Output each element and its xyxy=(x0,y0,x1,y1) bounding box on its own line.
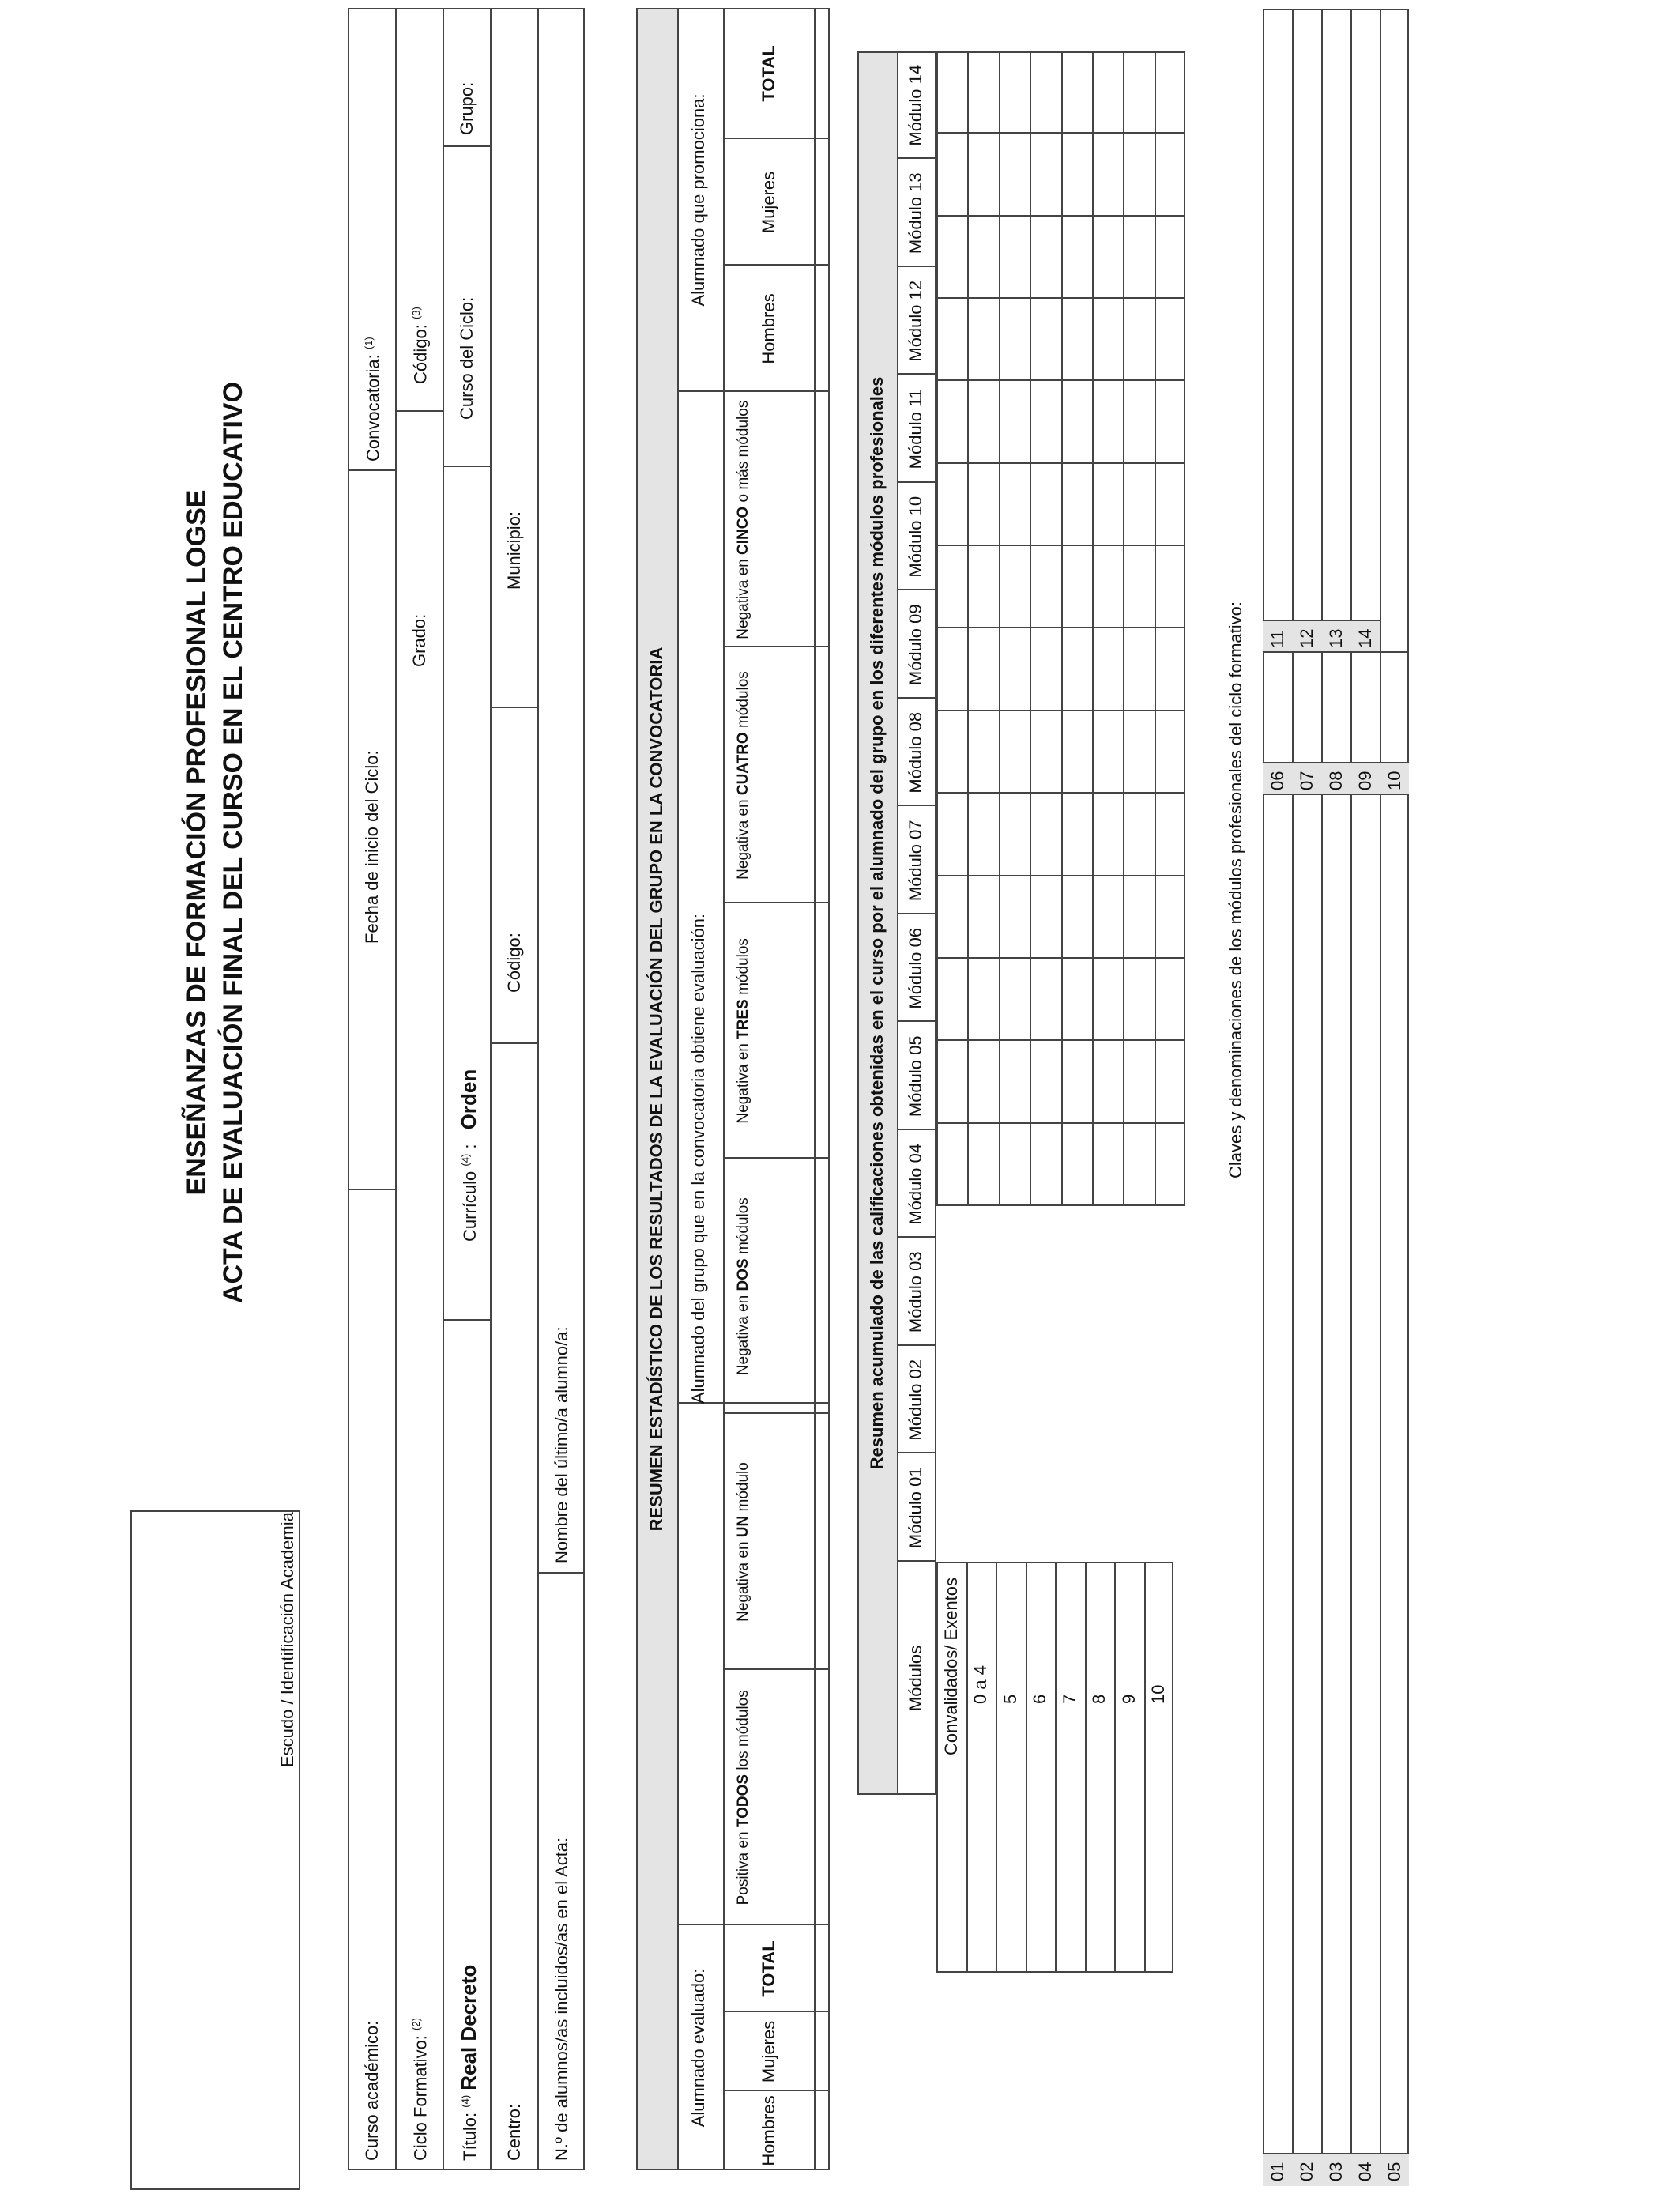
grupo-label: Grupo: xyxy=(457,81,477,135)
claves-grid xyxy=(1263,9,1409,2186)
row-label-4: 6 xyxy=(1030,1694,1050,1704)
clave-code-04: 04 xyxy=(1354,2162,1375,2181)
module-header-04: Módulo 04 xyxy=(906,1143,925,1225)
module-header-14: Módulo 14 xyxy=(906,64,925,146)
evaluado-mujeres: Mujeres xyxy=(759,2020,778,2083)
module-header-07: Módulo 07 xyxy=(906,820,925,902)
title-line-2: ACTA DE EVALUACIÓN FINAL DEL CURSO EN EL CENTRO EDUCATIVO xyxy=(218,381,248,1304)
clave-code-05: 05 xyxy=(1384,2162,1404,2181)
promociona-hombres: Hombres xyxy=(759,293,778,364)
curso-ciclo-label: Curso del Ciclo: xyxy=(457,296,477,420)
module-header-08: Módulo 08 xyxy=(906,711,925,794)
resumen-title: RESUMEN ESTADÍSTICO DE LOS RESULTADOS DE LA EVALUACIÓN DEL GRUPO EN LA CONVOCATORIA xyxy=(646,647,666,1532)
module-header-03: Módulo 03 xyxy=(906,1251,925,1333)
clave-code-06: 06 xyxy=(1267,771,1287,790)
clave-code-14: 14 xyxy=(1354,628,1375,648)
clave-code-08: 08 xyxy=(1325,771,1346,790)
module-header-02: Módulo 02 xyxy=(906,1359,925,1441)
clave-code-02: 02 xyxy=(1296,2162,1317,2181)
module-header-01: Módulo 01 xyxy=(906,1467,925,1549)
ultimo-alumno-label: Nombre del último/a alumno/a: xyxy=(552,1326,571,1563)
modulos-label: Módulos xyxy=(906,1645,925,1712)
evaluado-hombres: Hombres xyxy=(759,2095,778,2166)
category-3-label: Negativa en DOS módulos xyxy=(735,1197,751,1376)
row-label-1: Convalidados/ Exentos xyxy=(940,1577,961,1755)
municipio-label: Municipio: xyxy=(504,511,524,590)
category-5-label: Negativa en CUATRO módulos xyxy=(735,671,751,880)
num-alumnos-label: N.º de alumnos/as incluidos/as en el Acta: xyxy=(552,1837,571,2161)
module-header-09: Módulo 09 xyxy=(906,604,925,686)
promociona-mujeres: Mujeres xyxy=(759,171,778,234)
clave-code-07: 07 xyxy=(1296,771,1317,790)
module-header-06: Módulo 06 xyxy=(906,927,925,1009)
claves-title: Claves y denominaciones de los módulos profesionales del ciclo formativo: xyxy=(1226,601,1245,1179)
codigo-centro-label: Código: xyxy=(504,933,524,993)
clave-code-12: 12 xyxy=(1296,628,1317,648)
row-label-7: 9 xyxy=(1118,1694,1139,1704)
row-label-6: 8 xyxy=(1089,1694,1109,1704)
row-label-8: 10 xyxy=(1148,1684,1169,1704)
category-4-label: Negativa en TRES módulos xyxy=(735,938,751,1124)
module-header-13: Módulo 13 xyxy=(906,172,925,254)
category-6-label: Negativa en CINCO o más módulos xyxy=(735,400,751,639)
clave-code-09: 09 xyxy=(1354,771,1375,790)
titulo-label: Título: $^{(4)}$ Real Decreto xyxy=(457,1964,480,2161)
module-header-12: Módulo 12 xyxy=(906,280,925,362)
promociona-total: TOTAL xyxy=(759,45,778,102)
centro-label: Centro: xyxy=(504,2103,524,2161)
clave-code-13: 13 xyxy=(1325,628,1346,648)
ciclo-formativo-label: Ciclo Formativo: $^{(2)}$ xyxy=(410,2018,431,2161)
clave-code-01: 01 xyxy=(1267,2162,1287,2181)
clave-code-03: 03 xyxy=(1325,2162,1346,2181)
convocatoria-label: Convocatoria: $^{(1)}$ xyxy=(363,337,383,462)
evaluado-total: TOTAL xyxy=(759,1940,778,1997)
module-header-10: Módulo 10 xyxy=(906,496,925,578)
codigo-ciclo-label: Código: $^{(3)}$ xyxy=(410,307,431,384)
clave-code-11: 11 xyxy=(1267,630,1287,648)
escudo-box xyxy=(130,1510,300,2190)
escudo-label: Escudo / Identificación Academia xyxy=(277,1512,297,1767)
evaluado-label: Alumnado evaluado: xyxy=(688,1968,708,2128)
fecha-inicio-label: Fecha de inicio del Ciclo: xyxy=(362,750,382,944)
promociona-label: Alumnado que promociona: xyxy=(688,93,708,307)
category-2-label: Negativa en UN módulo xyxy=(735,1462,751,1622)
module-header-11: Módulo 11 xyxy=(906,389,925,469)
convocatoria-group-label: Alumnado del grupo que en la convocatoria obtiene evaluación: xyxy=(688,913,708,1404)
curriculo-label: Currículo $^{(4)}$ : Orden xyxy=(457,1069,480,1242)
row-label-5: 7 xyxy=(1059,1694,1079,1704)
category-1-label: Positiva en TODOS los módulos xyxy=(735,1690,751,1906)
curso-academico-label: Curso académico: xyxy=(362,2020,382,2161)
module-header-05: Módulo 05 xyxy=(906,1035,925,1118)
row-label-3: 5 xyxy=(1000,1694,1020,1704)
acumulado-title: Resumen acumulado de las calificaciones obtenidas en el curso por el alumnado del grupo en los diferentes módulos profesionales xyxy=(867,376,887,1470)
grado-label: Grado: xyxy=(409,613,429,667)
row-label-2: 0 a 4 xyxy=(970,1665,991,1704)
title-line-1: ENSEÑANZAS DE FORMACIÓN PROFESIONAL LOGSE xyxy=(182,489,212,1196)
clave-code-10: 10 xyxy=(1384,771,1404,790)
